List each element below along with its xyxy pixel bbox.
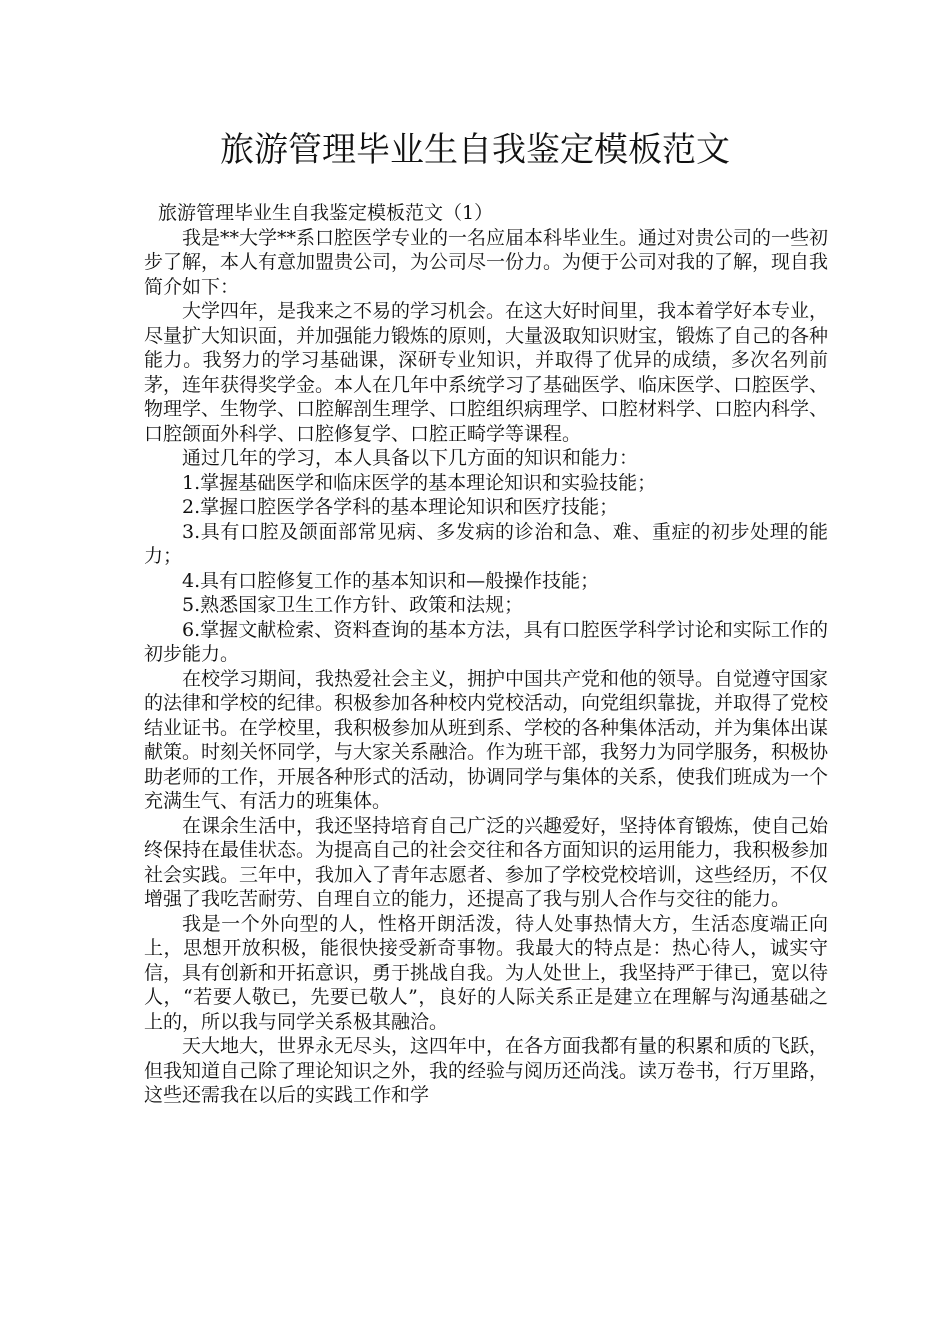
paragraph-school-life: 在校学习期间，我热爱社会主义，拥护中国共产党和他的领导。自觉遵守国家的法律和学校的纪律。积极参加各种校内党校活动，向党组织靠拢，并取得了党校结业证书。在学校里，我积极参加从班到系、学校的各种集体活动，并为集体出谋献策。时刻关怀同学，与大家关系融洽。作为班干部，我努力为同学服务，积极协助老师的工作，开展各种形式的活动，协调同学与集体的关系，使我们班成为一个充满生气、有活力的班集体。 (144, 667, 829, 812)
ability-item-5: 5.熟悉国家卫生工作方针、政策和法规； (182, 594, 524, 616)
ability-item-1: 1.掌握基础医学和临床医学的基本理论知识和实验技能； (182, 471, 657, 494)
paragraph-intro: 我是**大学**系口腔医学专业的一名应届本科毕业生。通过对贵公司的一些初步了解，本人有意加盟贵公司，为公司尽一份力。为便于公司对我的了解，现自我简介如下： (144, 226, 829, 298)
paragraph-extracurricular: 在课余生活中，我还坚持培育自己广泛的兴趣爱好，坚持体育锻炼，使自己始终保持在最佳状态。为提高自己的社会交往和各方面知识的运用能力，我积极参加社会实践。三年中，我加入了青年志愿者、参加了学校党校培训，这些经历，不仅增强了我吃苦耐劳、自理自立的能力，还提高了我与别人合作与交往的能力。 (144, 814, 829, 910)
ability-item-3: 3.具有口腔及颌面部常见病、多发病的诊治和急、难、重症的初步处理的能力； (144, 520, 828, 567)
document-subtitle: 旅游管理毕业生自我鉴定模板范文（1） (158, 202, 494, 224)
paragraph-study: 大学四年，是我来之不易的学习机会。在这大好时间里，我本着学好本专业，尽量扩大知识面，并加强能力锻炼的原则，大量汲取知识财宝，锻炼了自己的各种能力。我努力的学习基础课，深研专业知识，并取得了优异的成绩，多次名列前茅，连年获得奖学金。本人在几年中系统学习了基础医学、临床医学、口腔医学、物理学、生物学、口腔解剖生理学、口腔组织病理学、口腔材料学、口腔内科学、口腔颌面外科学、口腔修复学、口腔正畸学等课程。 (144, 300, 829, 445)
ability-item-2: 2.掌握口腔医学各学科的基本理论知识和医疗技能； (182, 496, 619, 518)
paragraph-personality: 我是一个外向型的人，性格开朗活泼，待人处事热情大方，生活态度端正向上，思想开放积极，能很快接受新奇事物。我最大的特点是：热心待人，诚实守信，具有创新和开拓意识，勇于挑战自我。为人处世上，我坚持严于律已，宽以待人，“若要人敬已，先要已敬人”，良好的人际关系正是建立在理解与沟通基础之上的，所以我与同学关系极其融洽。 (144, 912, 829, 1033)
paragraph-conclusion: 天大地大，世界永无尽头，这四年中，在各方面我都有量的积累和质的飞跃，但我知道自己除了理论知识之外，我的经验与阅历还尚浅。读万卷书，行万里路，这些还需我在以后的实践工作和学 (144, 1035, 829, 1106)
document-title: 旅游管理毕业生自我鉴定模板范文 (220, 130, 730, 170)
document-body (144, 201, 828, 1108)
ability-item-6: 6.掌握文献检索、资料查询的基本方法，具有口腔医学科学讨论和实际工作的初步能力。 (144, 618, 828, 665)
paragraph-abilities-intro: 通过几年的学习，本人具备以下几方面的知识和能力： (182, 447, 639, 469)
ability-item-4: 4.具有口腔修复工作的基本知识和—般操作技能； (182, 569, 600, 592)
